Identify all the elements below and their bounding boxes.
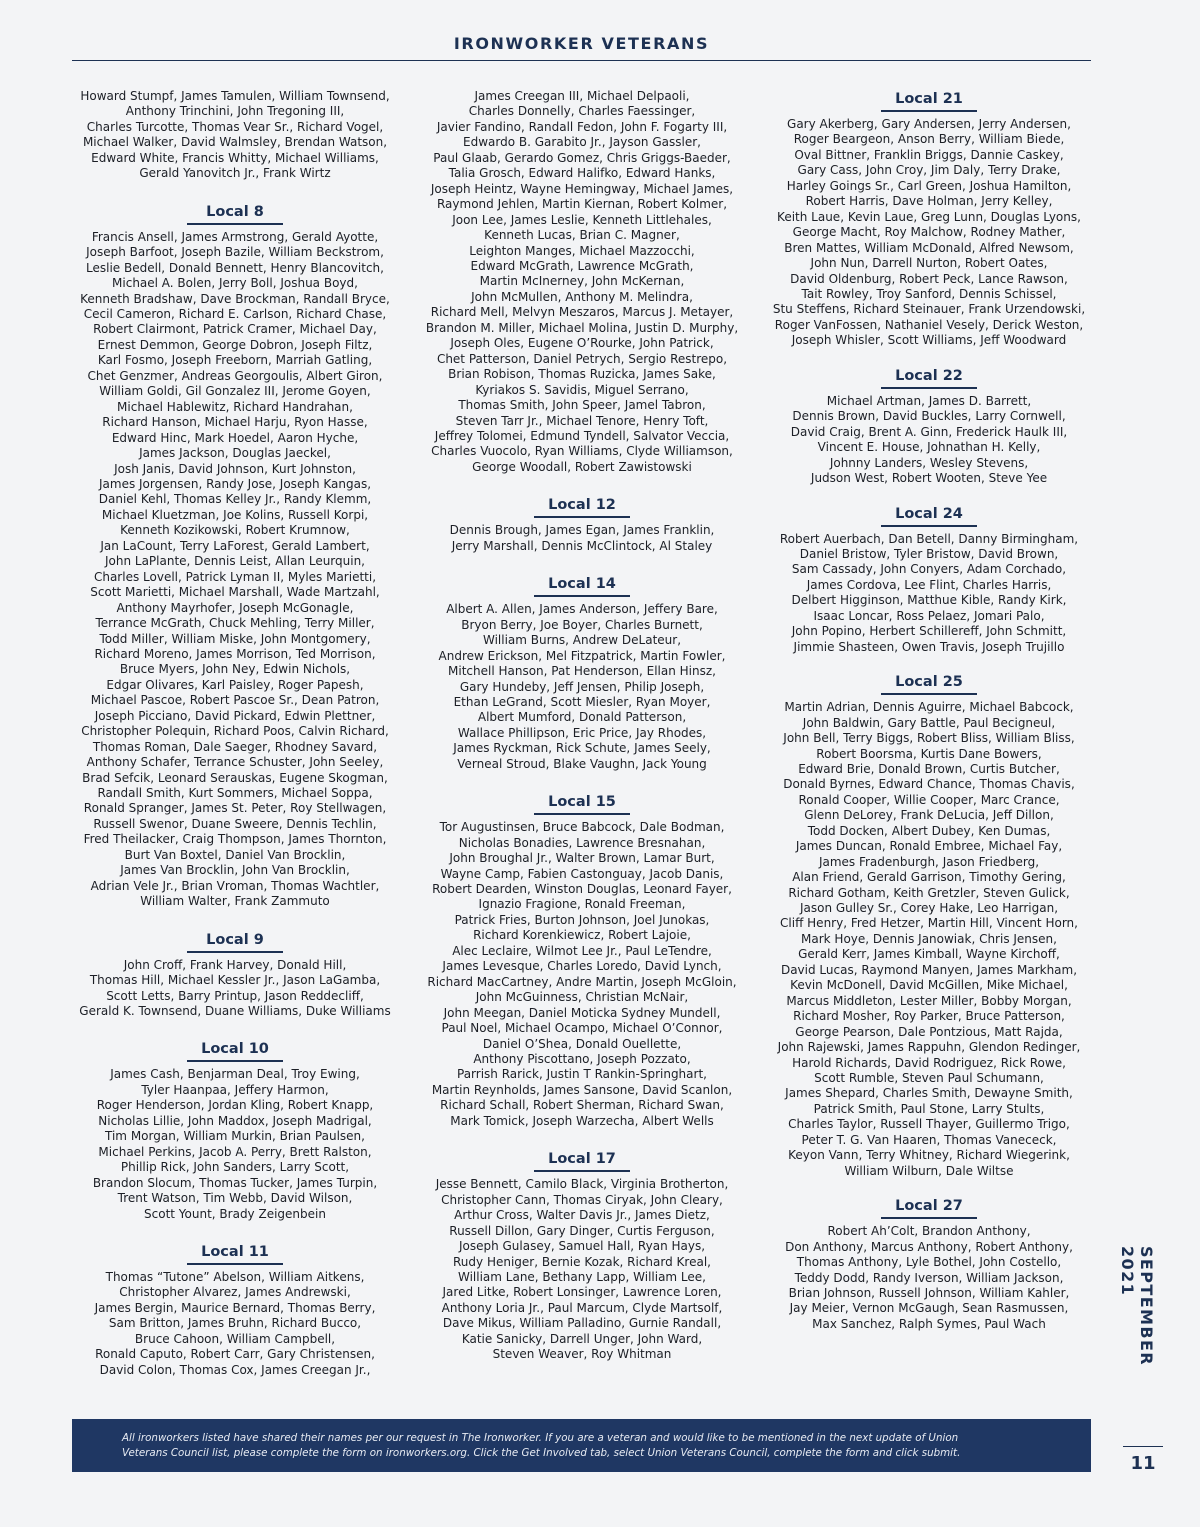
name-line: Martin McInerney, John McKernan, [479,274,685,289]
name-line: Todd Miller, William Miske, John Montgomery, [99,631,371,646]
name-line: Scott Rumble, Steven Paul Schumann, [814,1071,1044,1086]
continued-section [65,89,405,182]
name-line: William Goldi, Gil Gonzalez III, Jerome Goyen, [99,384,371,399]
name-line: Chet Genzmer, Andreas Georgoulis, Albert Giron, [87,368,383,383]
name-line: John Meegan, Daniel Moticka Sydney Mundell, [443,1005,721,1020]
name-line: John Rajewski, James Rappuhn, Glendon Redinger, [777,1040,1081,1055]
name-line: Paul Glaab, Gerardo Gomez, Chris Griggs-Baeder, [433,150,731,165]
name-line: Trent Watson, Tim Webb, David Wilson, [117,1191,353,1206]
name-line: Harold Richards, David Rodriguez, Rick Rowe, [792,1055,1066,1070]
veteran-names [759,117,1099,349]
name-line: Francis Ansell, James Armstrong, Gerald Ayotte, [91,229,379,244]
name-line: Ignazio Fragione, Ronald Freeman, [478,897,686,912]
page-header-title: IRONWORKER VETERANS [453,34,710,53]
name-line: James Ryckman, Rick Schute, James Seely, [453,741,711,756]
name-line: Randall Smith, Kurt Sommers, Michael Soppa, [97,786,373,801]
name-line: Scott Yount, Brady Zeigenbein [144,1206,326,1221]
name-line: Mark Hoye, Dennis Janowiak, Chris Jensen, [801,931,1057,946]
name-line: Howard Stumpf, James Tamulen, William Townsend, [80,89,390,103]
name-line: Burt Van Boxtel, Daniel Van Brocklin, [124,847,346,862]
name-line: Glenn DeLorey, Frank DeLucia, Jeff Dillon, [804,808,1054,823]
name-line: Edward Brie, Donald Brown, Curtis Butcher, [798,761,1060,776]
local-heading: Local 15 [534,792,630,815]
name-line: Rudy Heniger, Bernie Kozak, Richard Kreal, [453,1254,711,1269]
name-line: Michael Kluetzman, Joe Kolins, Russell Korpi, [101,507,369,522]
name-line: John Croff, Frank Harvey, Donald Hill, [123,957,347,972]
name-line: James Cash, Benjarman Deal, Troy Ewing, [110,1067,360,1082]
name-line: Peter T. G. Van Haaren, Thomas Vanececk, [801,1132,1057,1147]
name-line: John Baldwin, Gary Battle, Paul Becigneul, [802,715,1056,730]
veteran-names [412,820,752,1129]
local-section [65,1242,405,1378]
name-line: Leighton Manges, Michael Mazzocchi, [469,243,695,258]
name-line: John Bell, Terry Biggs, Robert Bliss, William Bliss, [783,731,1075,746]
name-line: Harley Goings Sr., Carl Green, Joshua Hamilton, [786,178,1072,193]
name-line: Sam Cassady, John Conyers, Adam Corchado, [791,562,1067,577]
name-line: Russell Swenor, Duane Sweere, Dennis Techlin, [93,816,377,831]
name-line: John Popino, Herbert Schillereff, John Schmitt, [791,624,1067,639]
name-line: Charles Turcotte, Thomas Vear Sr., Richard Vogel, [86,119,384,134]
name-line: Thomas Anthony, Lyle Bothel, John Costello, [796,1255,1062,1270]
name-line: Joseph Heintz, Wayne Hemingway, Michael James, [430,181,734,196]
name-line: Jan LaCount, Terry LaForest, Gerald Lambert, [100,538,370,553]
column-3 [759,89,1099,1349]
footer-note [72,1419,1091,1472]
name-line: Richard Mosher, Roy Parker, Bruce Patterson, [793,1009,1065,1024]
local-heading: Local 8 [187,202,283,225]
name-line: Charles Taylor, Russell Thayer, Guillermo Trigo, [788,1117,1070,1132]
footer-note-line: Veterans Council list, please complete the form on ironworkers.org. Click the Get Involved tab, select Union Veterans Council, complete the form and click submit. [122,1447,961,1459]
local-section [759,89,1099,349]
name-line: Katie Sanicky, Darrell Unger, John Ward, [461,1331,703,1346]
name-line: Kevin McDonell, David McGillen, Mike Michael, [790,978,1068,993]
local-section [65,202,405,910]
name-line: Dave Mikus, William Palladino, Gurnie Randall, [442,1316,722,1331]
veteran-names [412,1177,752,1362]
footer-note-line: All ironworkers listed have shared their names per our request in The Ironworker. If you are a veteran and would like to be mentioned in the next update of Union [122,1432,959,1444]
local-section [412,574,752,772]
name-line: John Nun, Darrell Nurton, Robert Oates, [810,256,1048,271]
name-line: Thomas “Tutone” Abelson, William Aitkens, [105,1270,365,1284]
local-heading: Local 10 [187,1039,283,1062]
name-line: Kenneth Lucas, Brian C. Magner, [484,228,680,243]
name-line: Richard Moreno, James Morrison, Ted Morrison, [94,646,376,661]
name-line: Phillip Rick, John Sanders, Larry Scott, [120,1160,350,1175]
name-line: Max Sanchez, Ralph Symes, Paul Wach [812,1316,1046,1331]
name-line: William Wilburn, Dale Wiltse [844,1163,1014,1178]
name-line: Fred Theilacker, Craig Thompson, James Thornton, [83,832,387,847]
name-line: Scott Letts, Barry Printup, Jason Reddecliff, [106,988,364,1003]
name-line: James Duncan, Ronald Embree, Michael Fay, [795,839,1063,854]
name-line: Richard MacCartney, Andre Martin, Joseph McGloin, [427,974,737,989]
local-section [412,495,752,554]
veteran-names [65,1270,405,1378]
name-line: Michael Pascoe, Robert Pascoe Sr., Dean Patron, [90,693,380,708]
name-line: Jared Litke, Robert Lonsinger, Lawrence Loren, [442,1285,722,1300]
name-line: Chet Patterson, Daniel Petrych, Sergio Restrepo, [436,351,728,366]
name-line: James Shepard, Charles Smith, Dewayne Smith, [785,1086,1073,1101]
name-line: Jerry Marshall, Dennis McClintock, Al Staley [451,538,713,553]
veteran-names [759,1224,1099,1332]
name-line: Joseph Whisler, Scott Williams, Jeff Woodward [791,333,1067,348]
name-line: Keith Laue, Kevin Laue, Greg Lunn, Douglas Lyons, [777,209,1081,224]
local-heading: Local 27 [881,1196,977,1219]
local-section [759,1196,1099,1332]
name-line: Brandon M. Miller, Michael Molina, Justin D. Murphy, [425,320,739,335]
name-line: Richard Korenkiewicz, Robert Lajoie, [473,928,691,943]
name-line: Gerald Yanovitch Jr., Frank Wirtz [139,166,331,181]
name-line: George Macht, Roy Malchow, Rodney Mather, [792,225,1066,240]
local-section [412,1149,752,1362]
name-line: James Levesque, Charles Loredo, David Lynch, [442,959,722,974]
veteran-names [759,700,1099,1179]
name-line: Jay Meier, Vernon McGaugh, Sean Rasmussen, [789,1301,1069,1316]
name-line: Michael Artman, James D. Barrett, [826,393,1032,408]
name-line: James Cordova, Lee Flint, Charles Harris, [806,577,1052,592]
name-line: Jesse Bennett, Camilo Black, Virginia Brotherton, [435,1177,729,1192]
name-line: Thomas Smith, John Speer, Jamel Tabron, [458,398,706,413]
name-line: Verneal Stroud, Blake Vaughn, Jack Young [457,756,707,771]
name-line: Ronald Cooper, Willie Cooper, Marc Crance, [798,792,1060,807]
name-line: Isaac Loncar, Ross Pelaez, Jomari Palo, [813,608,1045,623]
name-line: Anthony Schafer, Terrance Schuster, John Seeley, [86,755,384,770]
name-line: Michael Perkins, Jacob A. Perry, Brett Ralston, [98,1144,372,1159]
veteran-names [412,523,752,554]
name-line: John Broughal Jr., Walter Brown, Lamar Burt, [449,851,715,866]
local-heading: Local 21 [881,89,977,112]
name-line: Richard Schall, Robert Sherman, Richard Swan, [440,1098,724,1113]
name-line: Thomas Roman, Dale Saeger, Rhodney Savard, [92,739,378,754]
veteran-names [759,394,1099,487]
name-line: David Lucas, Raymond Manyen, James Markham, [780,962,1078,977]
name-line: Joseph Picciano, David Pickard, Edwin Plettner, [94,708,376,723]
name-line: Christopher Alvarez, James Andrewski, [119,1285,351,1300]
name-line: Christopher Polequin, Richard Poos, Calvin Richard, [81,724,389,739]
name-line: William Burns, Andrew DeLateur, [482,633,682,648]
name-line: Dennis Brown, David Buckles, Larry Cornwell, [792,409,1066,424]
name-line: Jimmie Shasteen, Owen Travis, Joseph Trujillo [793,639,1065,654]
name-line: Kyriakos S. Savidis, Miguel Serrano, [475,382,689,397]
page-number-divider [1123,1446,1163,1447]
name-line: John McMullen, Anthony M. Melindra, [471,289,693,304]
name-line: James Jackson, Douglas Jaeckel, [139,446,331,461]
name-line: Oval Bittner, Franklin Briggs, Dannie Caskey, [794,147,1064,162]
veteran-names [759,532,1099,656]
name-line: Gerald K. Townsend, Duane Williams, Duke Williams [79,1004,391,1019]
name-line: Bruce Cahoon, William Campbell, [134,1331,336,1346]
name-line: Michael Walker, David Walmsley, Brendan Watson, [82,135,388,150]
name-line: Michael A. Bolen, Jerry Boll, Joshua Boyd, [112,276,358,291]
name-line: Steven Weaver, Roy Whitman [492,1347,672,1362]
name-line: Kenneth Bradshaw, Dave Brockman, Randall Bryce, [80,291,390,306]
name-line: Daniel Kehl, Thomas Kelley Jr., Randy Klemm, [98,492,372,507]
name-line: Raymond Jehlen, Martin Kiernan, Robert Kolmer, [436,197,728,212]
name-line: Roger Henderson, Jordan Kling, Robert Knapp, [96,1098,374,1113]
name-line: John LaPlante, Dennis Leist, Allan Leurquin, [104,554,365,569]
name-line: John McGuinness, Christian McNair, [475,990,689,1005]
name-line: Robert Auerbach, Dan Betell, Danny Birmingham, [779,531,1079,546]
name-line: Gary Akerberg, Gary Andersen, Jerry Andersen, [787,117,1071,131]
name-line: Anthony Mayrhofer, Joseph McGonagle, [116,600,354,615]
name-line: James Fradenburgh, Jason Friedberg, [818,854,1040,869]
local-section [65,930,405,1020]
name-line: Don Anthony, Marcus Anthony, Robert Anthony, [785,1239,1073,1254]
name-line: Steven Tarr Jr., Michael Tenore, Henry Toft, [455,413,709,428]
name-line: Paul Noel, Michael Ocampo, Michael O’Connor, [441,1021,723,1036]
name-line: Anthony Loria Jr., Paul Marcum, Clyde Martsolf, [441,1300,723,1315]
name-line: Cecil Cameron, Richard E. Carlson, Richard Chase, [83,306,387,321]
name-line: Delbert Higginson, Matthue Kible, Randy Kirk, [791,593,1067,608]
name-line: Mark Tomick, Joseph Warzecha, Albert Wells [450,1113,714,1128]
veteran-names [65,89,405,182]
name-line: Patrick Fries, Burton Johnson, Joel Junokas, [454,912,710,927]
name-line: George Woodall, Robert Zawistowski [472,459,692,474]
name-line: Ronald Caputo, Robert Carr, Gary Christensen, [95,1347,375,1362]
local-heading: Local 22 [881,366,977,389]
local-heading: Local 11 [187,1242,283,1265]
name-line: Wallace Phillipson, Eric Price, Jay Rhodes, [457,725,707,740]
name-line: Robert Ah’Colt, Brandon Anthony, [827,1224,1031,1239]
name-line: Todd Docken, Albert Dubey, Ken Dumas, [807,823,1051,838]
name-line: Gary Cass, John Croy, Jim Daly, Terry Drake, [797,163,1061,178]
name-line: Edward McGrath, Lawrence McGrath, [470,258,694,273]
name-line: Edgar Olivares, Karl Paisley, Roger Papesh, [106,677,364,692]
name-line: Alec Leclaire, Wilmot Lee Jr., Paul LeTendre, [452,943,712,958]
name-line: Roger Beargeon, Anson Berry, William Biede, [793,132,1065,147]
name-line: Ethan LeGrand, Scott Miesler, Ryan Moyer, [453,694,711,709]
name-line: Charles Donnelly, Charles Faessinger, [468,104,696,119]
local-heading: Local 9 [187,930,283,953]
local-heading: Local 14 [534,574,630,597]
name-line: Tyler Haanpaa, Jeffery Harmon, [141,1082,329,1097]
continued-section [412,89,752,475]
name-line: David Craig, Brent A. Ginn, Frederick Haulk III, [790,424,1068,439]
name-line: Bren Mattes, William McDonald, Alfred Newsom, [784,240,1074,255]
name-line: Russell Dillon, Gary Dinger, Curtis Ferguson, [449,1223,715,1238]
name-line: Wayne Camp, Fabien Castonguay, Jacob Danis, [440,866,724,881]
name-line: Edward Hinc, Mark Hoedel, Aaron Hyche, [111,430,359,445]
veteran-names [412,602,752,772]
name-line: Brian Johnson, Russell Johnson, William Kahler, [788,1286,1070,1300]
name-line: William Lane, Bethany Lapp, William Lee, [457,1270,706,1284]
header-divider [72,60,1091,61]
name-line: Gerald Kerr, James Kimball, Wayne Kirchoff, [798,947,1060,962]
name-line: Arthur Cross, Walter Davis Jr., James Dietz, [454,1208,710,1223]
name-line: Thomas Hill, Michael Kessler Jr., Jason LaGamba, [89,973,381,988]
name-line: Bruce Myers, John Ney, Edwin Nichols, [119,662,351,677]
name-line: Robert Clairmont, Patrick Cramer, Michael Day, [93,322,377,337]
name-line: Marcus Middleton, Lester Miller, Bobby Morgan, [786,993,1072,1008]
name-line: Joon Lee, James Leslie, Kenneth Littlehales, [452,212,712,227]
name-line: Gary Hundeby, Jeff Jensen, Philip Joseph, [459,679,705,694]
name-line: Ronald Spranger, James St. Peter, Roy Stellwagen, [83,801,387,816]
name-line: Teddy Dodd, Randy Iverson, William Jackson, [794,1270,1064,1285]
name-line: Anthony Piscottano, Joseph Pozzato, [473,1052,691,1067]
name-line: Robert Harris, Dave Holman, Jerry Kelley, [805,194,1053,209]
name-line: Judson West, Robert Wooten, Steve Yee [810,471,1048,486]
name-line: Cliff Henry, Fred Hetzer, Martin Hill, Vincent Horn, [780,916,1078,931]
name-line: Patrick Smith, Paul Stone, Larry Stults, [813,1101,1045,1116]
name-line: Joseph Gulasey, Samuel Hall, Ryan Hays, [458,1239,706,1254]
veteran-names [65,1067,405,1222]
name-line: Michael Hablewitz, Richard Handrahan, [117,399,353,414]
local-heading: Local 12 [534,495,630,518]
veteran-names [65,958,405,1020]
name-line: Charles Lovell, Patrick Lyman II, Myles Marietti, [93,569,377,584]
name-line: James Bergin, Maurice Bernard, Thomas Berry, [94,1300,376,1315]
name-line: Richard Hanson, Michael Harju, Ryon Hasse, [102,415,368,430]
local-heading: Local 25 [881,672,977,695]
name-line: Karl Fosmo, Joseph Freeborn, Marriah Gatling, [97,353,373,368]
name-line: Talia Grosch, Edward Halifko, Edward Hanks, [448,166,716,181]
name-line: James Jorgensen, Randy Jose, Joseph Kangas, [98,476,372,491]
name-line: Albert A. Allen, James Anderson, Jeffery Bare, [446,602,718,617]
column-2 [412,89,752,1383]
name-line: Andrew Erickson, Mel Fitzpatrick, Martin Fowler, [438,648,726,663]
veteran-names [412,89,752,475]
name-line: Stu Steffens, Richard Steinauer, Frank Urzendowski, [772,302,1086,317]
local-heading: Local 24 [881,504,977,527]
name-line: Robert Boorsma, Kurtis Dane Bowers, [816,746,1042,761]
name-line: Robert Dearden, Winston Douglas, Leonard Fayer, [432,882,732,897]
name-line: William Walter, Frank Zammuto [140,894,330,909]
name-line: Brad Sefcik, Leonard Serauskas, Eugene Skogman, [82,770,388,785]
name-line: Edward White, Francis Whitty, Michael Williams, [91,150,379,165]
name-line: Daniel Bristow, Tyler Bristow, David Brown, [799,546,1059,561]
name-line: Roger VanFossen, Nathaniel Vesely, Derick Weston, [774,317,1084,332]
issue-month: SEPTEMBER 2021 [1118,1246,1156,1366]
name-line: James Creegan III, Michael Delpaoli, [474,89,690,103]
local-section [759,672,1099,1179]
local-section [412,792,752,1129]
name-line: Joseph Oles, Eugene O’Rourke, John Patrick, [450,336,714,351]
name-line: Charles Vuocolo, Ryan Williams, Clyde Williamson, [431,444,733,459]
name-line: Richard Gotham, Keith Gretzler, Steven Gulick, [788,885,1070,900]
local-heading: Local 17 [534,1149,630,1172]
name-line: Tor Augustinsen, Bruce Babcock, Dale Bodman, [439,820,725,835]
veteran-names [65,230,405,910]
name-line: Christopher Cann, Thomas Ciryak, John Cleary, [441,1192,723,1207]
name-line: Martin Reynholds, James Sansone, David Scanlon, [431,1082,733,1097]
name-line: Donald Byrnes, Edward Chance, Thomas Chavis, [783,777,1075,792]
name-line: Anthony Trinchini, John Tregoning III, [125,104,345,119]
name-line: Scott Marietti, Michael Marshall, Wade Martzahl, [90,585,380,600]
name-line: James Van Brocklin, John Van Brocklin, [120,863,350,878]
name-line: Josh Janis, David Johnson, Kurt Johnston, [114,461,356,476]
local-section [759,366,1099,487]
name-line: Kenneth Kozikowski, Robert Krumnow, [120,523,350,538]
name-line: Mitchell Hanson, Pat Henderson, Ellan Hinsz, [448,664,716,679]
name-line: Jeffrey Tolomei, Edmund Tyndell, Salvator Veccia, [434,428,730,443]
name-line: Sam Britton, James Bruhn, Richard Bucco, [108,1316,362,1331]
name-line: Brandon Slocum, Thomas Tucker, James Turpin, [92,1175,378,1190]
local-section [65,1039,405,1222]
name-line: Javier Fandino, Randall Fedon, John F. Fogarty III, [436,119,728,134]
name-line: Terrance McGrath, Chuck Mehling, Terry Miller, [95,616,375,631]
name-line: Alan Friend, Gerald Garrison, Timothy Gering, [792,870,1066,885]
name-line: Nicholas Bonadies, Lawrence Bresnahan, [458,835,706,850]
name-line: Martin Adrian, Dennis Aguirre, Michael Babcock, [784,700,1074,715]
name-line: Edwardo B. Garabito Jr., Jayson Gassler, [463,135,701,150]
name-line: Ernest Demmon, George Dobron, Joseph Filtz, [97,337,373,352]
name-line: Joseph Barfoot, Joseph Bazile, William Beckstrom, [86,245,384,260]
name-line: Vincent E. House, Johnathan H. Kelly, [817,440,1041,455]
name-line: David Colon, Thomas Cox, James Creegan Jr., [99,1362,371,1377]
name-line: Adrian Vele Jr., Brian Vroman, Thomas Wachtler, [90,878,380,893]
name-line: Richard Mell, Melvyn Meszaros, Marcus J. Metayer, [430,305,734,320]
name-line: Nicholas Lillie, John Maddox, Joseph Madrigal, [98,1113,372,1128]
name-line: Bryon Berry, Joe Boyer, Charles Burnett, [461,617,703,632]
name-line: Parrish Rarick, Justin T Rankin-Springhart, [457,1067,707,1082]
page-number: 11 [1130,1453,1156,1474]
name-line: Daniel O’Shea, Donald Ouellette, [482,1036,682,1051]
name-line: Tim Morgan, William Murkin, Brian Paulsen, [105,1129,365,1144]
name-line: Johnny Landers, Wesley Stevens, [829,455,1029,470]
local-section [759,504,1099,656]
name-line: Tait Rowley, Troy Sanford, Dennis Schissel, [801,286,1057,301]
name-line: Brian Robison, Thomas Ruzicka, James Sake, [448,367,716,382]
name-line: Jason Gulley Sr., Corey Hake, Leo Harrigan, [799,901,1059,916]
name-line: George Pearson, Dale Pontzious, Matt Rajda, [795,1024,1063,1039]
name-line: Keyon Vann, Terry Whitney, Richard Wiegerink, [788,1148,1070,1163]
name-line: Dennis Brough, James Egan, James Franklin, [449,523,715,538]
name-line: David Oldenburg, Robert Peck, Lance Rawson, [790,271,1068,286]
name-line: Albert Mumford, Donald Patterson, [477,710,687,725]
name-line: Leslie Bedell, Donald Bennett, Henry Blancovitch, [86,260,384,275]
column-1 [65,89,405,1398]
